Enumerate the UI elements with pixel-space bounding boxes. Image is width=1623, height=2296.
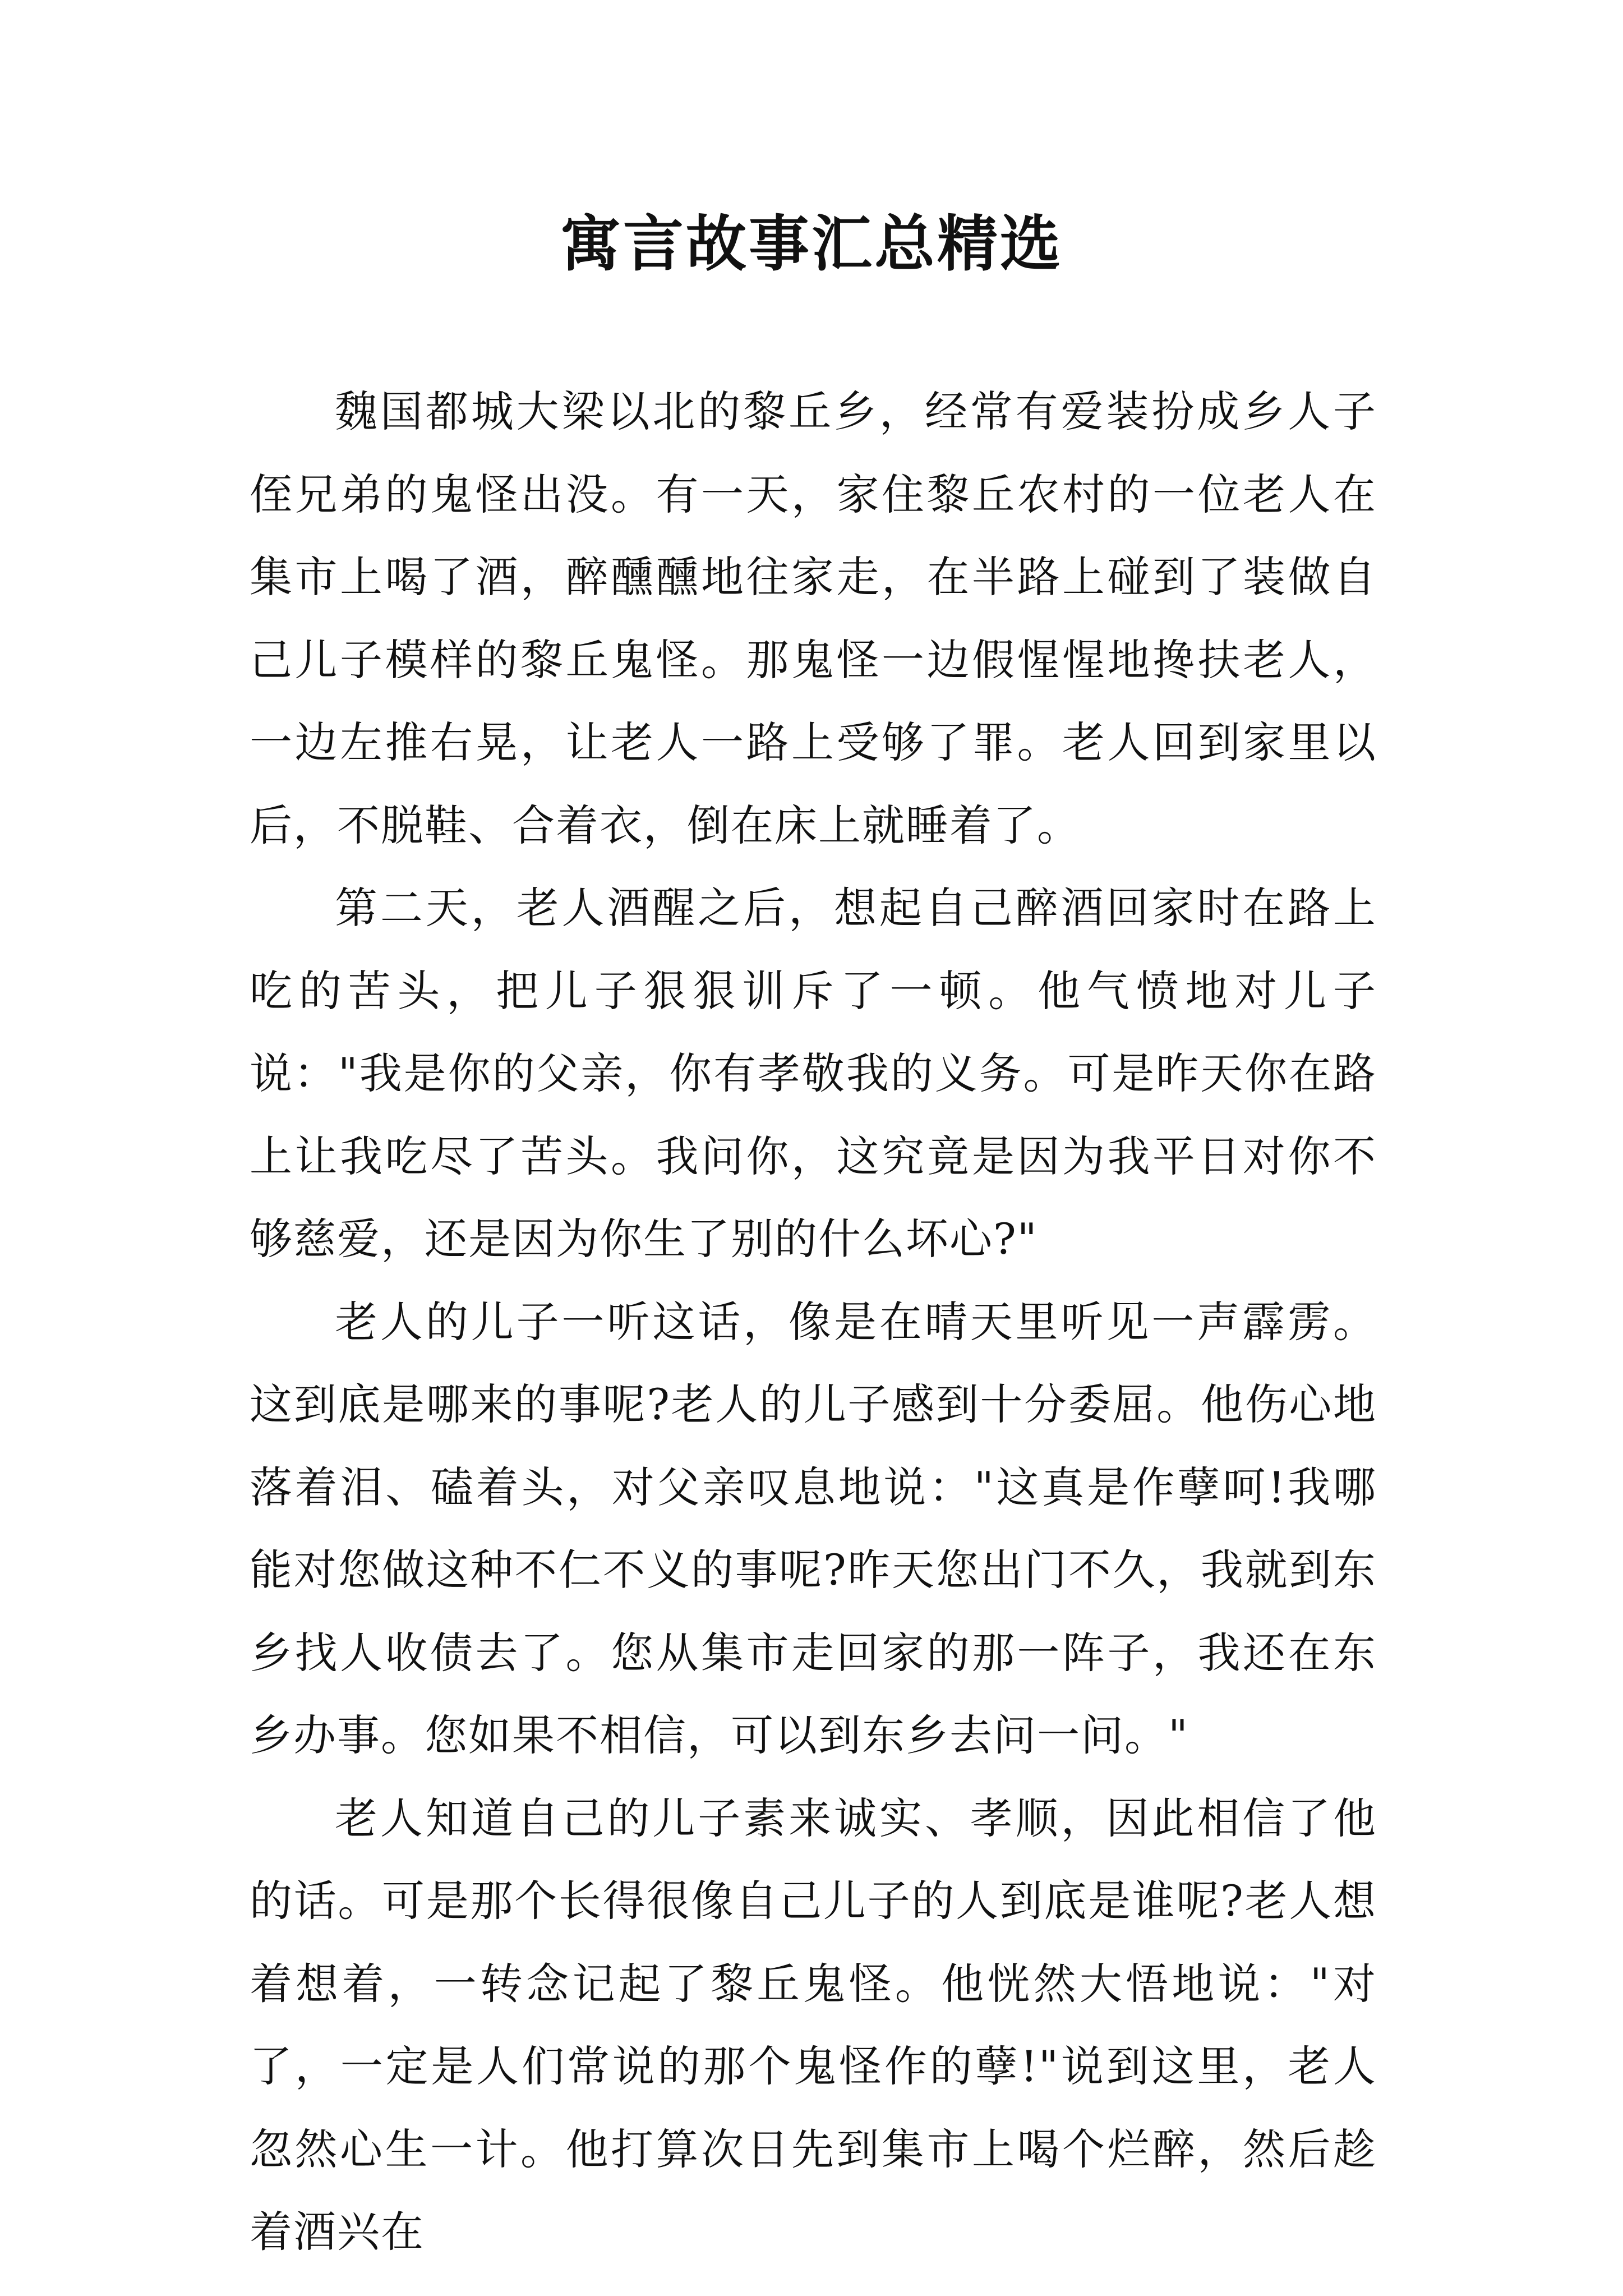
document-title: 寓言故事汇总精选 xyxy=(560,209,1063,279)
paragraph-2: 第二天，老人酒醒之后，想起自己醉酒回家时在路上吃的苦头，把儿子狠狠训斥了一顿。他气愤地对儿子说："我是你的父亲，你有孝敬我的义务。可是昨天你在路上让我吃尽了苦头。我问你，这究竟是因为我平日对你不够慈爱，还是因为你生了别的什么坏心?" xyxy=(250,883,1377,1264)
document-body xyxy=(250,370,1377,2274)
paragraph-1: 魏国都城大梁以北的黎丘乡，经常有爱装扮成乡人子侄兄弟的鬼怪出没。有一天，家住黎丘农村的一位老人在集市上喝了酒，醉醺醺地往家走，在半路上碰到了装做自己儿子模样的黎丘鬼怪。那鬼怪一边假惺惺地搀扶老人，一边左推右晃，让老人一路上受够了罪。老人回到家里以后，不脱鞋、合着衣，倒在床上就睡着了。 xyxy=(250,386,1377,850)
paragraph-3: 老人的儿子一听这话，像是在晴天里听见一声霹雳。这到底是哪来的事呢?老人的儿子感到十分委屈。他伤心地落着泪、磕着头，对父亲叹息地说："这真是作孽呵!我哪能对您做这种不仁不义的事呢?昨天您出门不久，我就到东乡找人收债去了。您从集市走回家的那一阵子，我还在东乡办事。您如果不相信，可以到东乡去问一问。" xyxy=(250,1296,1377,1760)
paragraph-4: 老人知道自己的儿子素来诚实、孝顺，因此相信了他的话。可是那个长得很像自己儿子的人到底是谁呢?老人想着想着，一转念记起了黎丘鬼怪。他恍然大悟地说："对了，一定是人们常说的那个鬼怪作的孽!"说到这里，老人忽然心生一计。他打算次日先到集市上喝个烂醉，然后趁着酒兴在 xyxy=(250,1793,1377,2257)
